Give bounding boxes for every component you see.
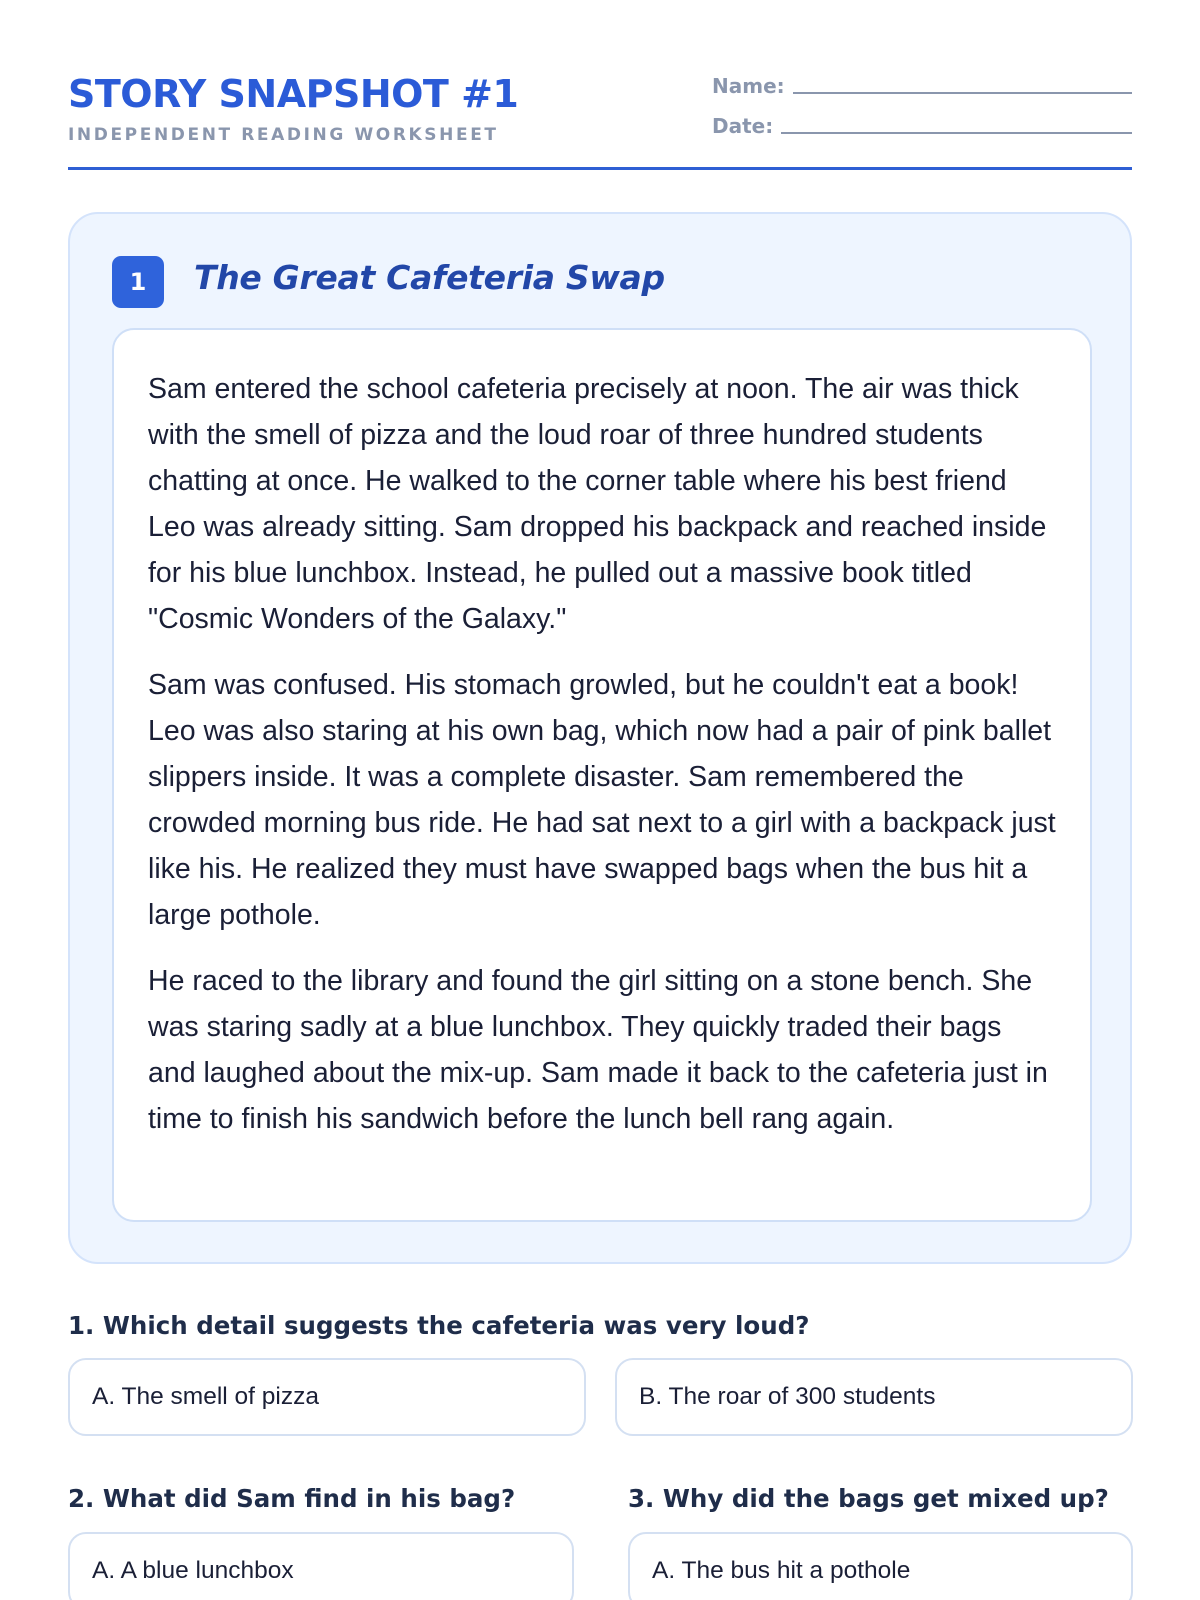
question-2: 2. What did Sam find in his bag? xyxy=(68,1484,516,1513)
question-1: 1. Which detail suggests the cafeteria was very loud? xyxy=(68,1311,810,1340)
story-text-card xyxy=(112,328,1092,1222)
name-field[interactable] xyxy=(712,74,1132,98)
date-field[interactable] xyxy=(712,114,1132,138)
question-1-option-a[interactable]: A. The smell of pizza xyxy=(68,1358,586,1436)
story-title: The Great Cafeteria Swap xyxy=(194,258,665,297)
story-paragraph-3: He raced to the library and found the girl sitting on a stone bench. She was staring sadly at a blue lunchbox. They quickly traded their bags and laughed about the mix-up. Sam made it back to the cafeteria just in time to finish his sandwich before the lunch bell rang again. xyxy=(148,965,1048,1135)
question-1-option-b[interactable]: B. The roar of 300 students xyxy=(615,1358,1133,1436)
date-label: Date: xyxy=(712,114,774,138)
question-3-option-a[interactable]: A. The bus hit a pothole xyxy=(628,1532,1133,1600)
question-3: 3. Why did the bags get mixed up? xyxy=(628,1484,1109,1513)
story-panel xyxy=(68,212,1132,1264)
worksheet-header xyxy=(68,64,1132,170)
worksheet-subtitle: INDEPENDENT READING WORKSHEET xyxy=(68,125,499,145)
name-label: Name: xyxy=(712,74,785,98)
story-paragraph-2: Sam was confused. His stomach growled, but he couldn't eat a book! Leo was also staring at his own bag, which now had a pair of pink ballet slippers inside. It was a complete disaster. Sam remembered the crowded morning bus ride. He had sat next to a girl with a backpack just like his. He realized they must have swapped bags when the bus hit a large pothole. xyxy=(148,669,1056,931)
question-2-option-a[interactable]: A. A blue lunchbox xyxy=(68,1532,574,1600)
date-blank-line[interactable] xyxy=(781,132,1132,134)
story-number-badge: 1 xyxy=(112,256,164,308)
name-blank-line[interactable] xyxy=(793,92,1132,94)
worksheet-title: STORY SNAPSHOT #1 xyxy=(68,72,519,116)
story-paragraph-1: Sam entered the school cafeteria precisely at noon. The air was thick with the smell of pizza and the loud roar of three hundred students chatting at once. He walked to the corner table where his best friend Leo was already sitting. Sam dropped his backpack and reached inside for his blue lunchbox. Instead, he pulled out a massive book titled "Cosmic Wonders of the Galaxy." xyxy=(148,373,1047,635)
